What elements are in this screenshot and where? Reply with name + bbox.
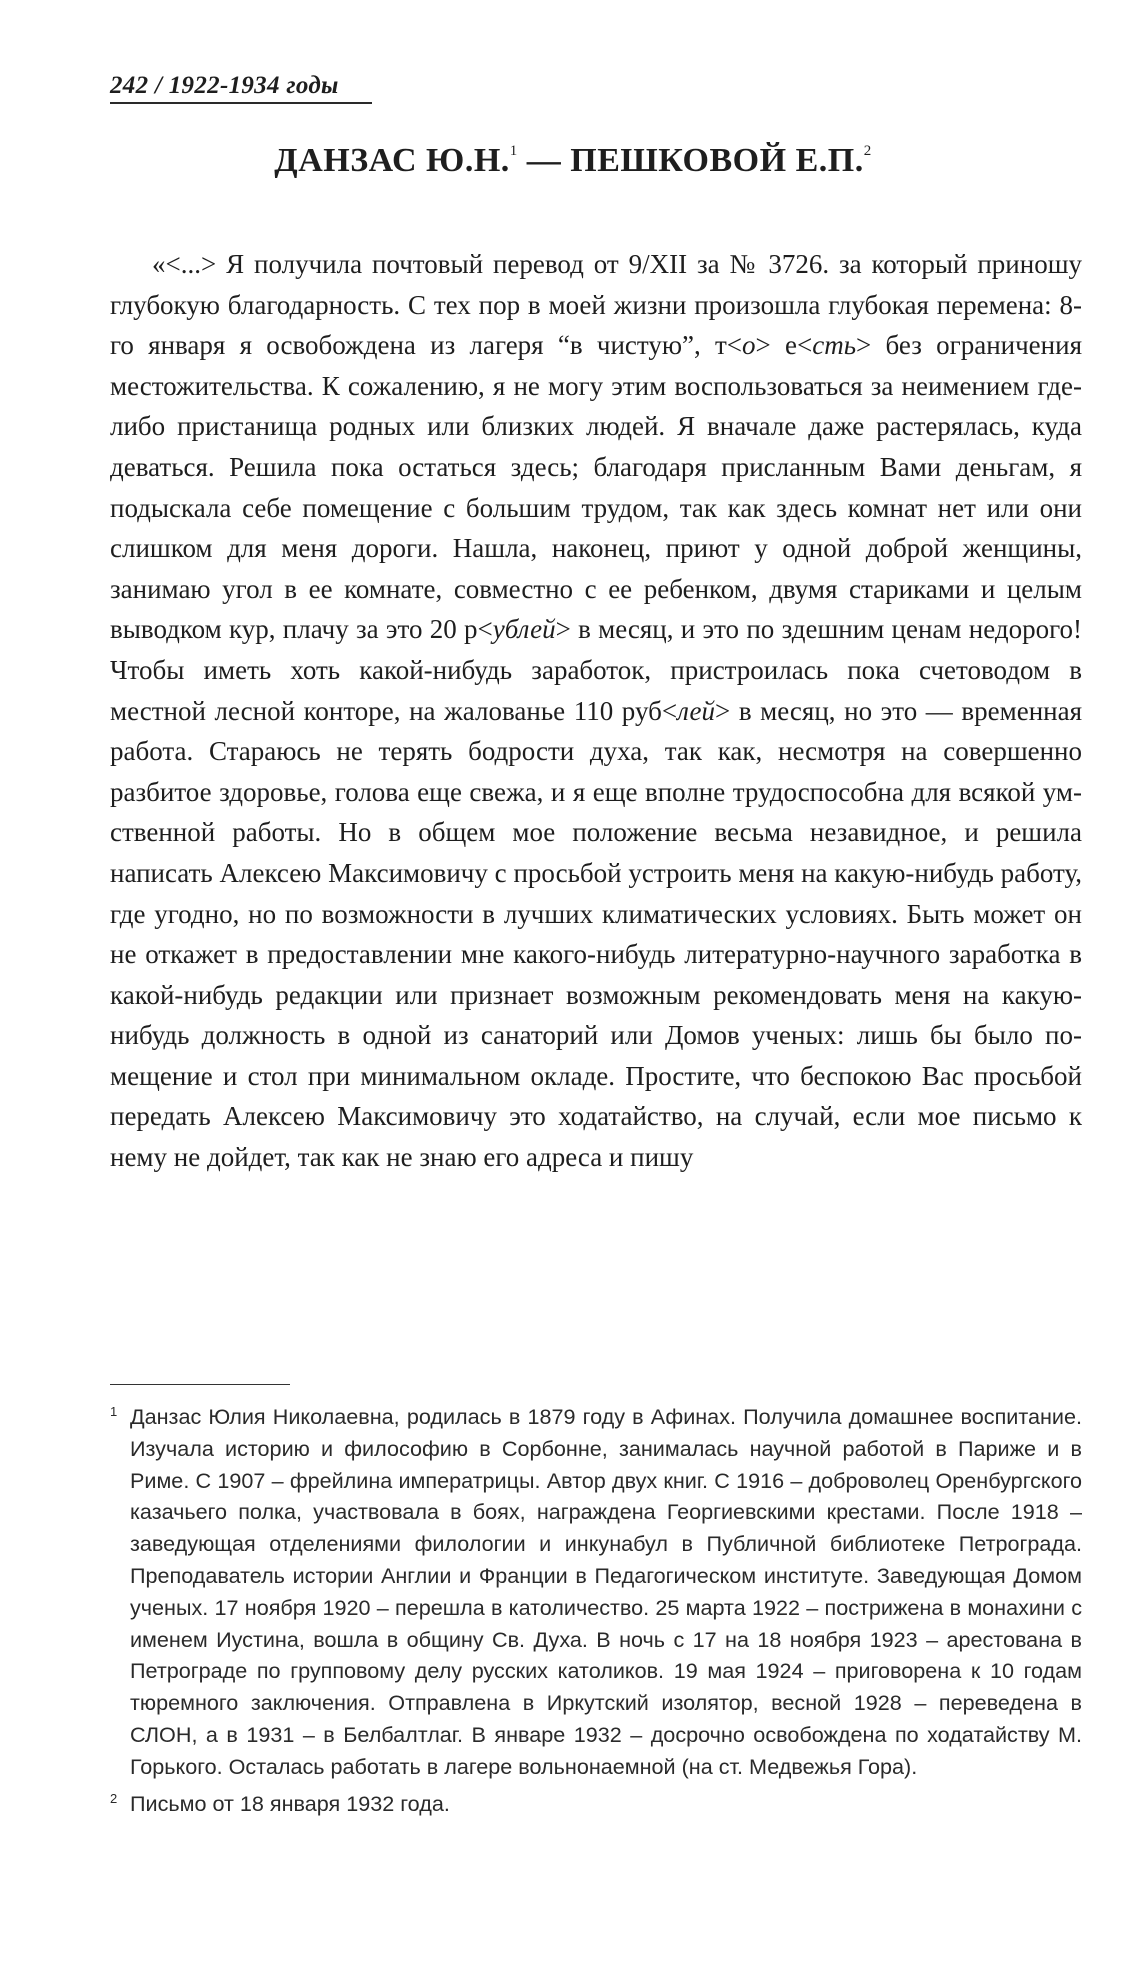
title-dash: — xyxy=(517,142,571,179)
body-segment: > в месяц, и это по здешним ценам недорого! Чтобы иметь хоть какой-нибудь заработок, пристроилась пока счетоводом в местной лесной конторе, на жалованье 110 руб< xyxy=(110,614,1082,726)
footnote-mark: 1 xyxy=(110,1404,118,1419)
footnotes xyxy=(110,1396,1082,1819)
body-editorial-insert: ублей xyxy=(492,614,556,645)
running-head: 242 / 1922-1934 годы xyxy=(110,72,372,104)
body-editorial-insert: сть xyxy=(812,330,857,361)
body-segment: > без ограничения местожительства. К сожалению, я не могу этим воспользоваться за неимением где-либо пристанища родных или близких людей. Я вначале даже растерялась, куда деваться. Решила пока остаться здесь; благодаря присланным Вами деньгам, я подыскала себе помещение с большим трудом, так как здесь комнат нет или они слишком для меня дороги. Нашла, наконец, приют у одной доброй женщины, занимаю угол в ее комнате, совместно с ее ребенком, двумя стариками и целым выводком кур, плачу за это 20 р< xyxy=(110,330,1082,645)
footnote-ref-1[interactable]: 1 xyxy=(509,143,518,159)
title-sender: ДАНЗАС Ю.Н. xyxy=(274,142,510,179)
title-recipient: ПЕШКОВОЙ Е.П. xyxy=(570,142,864,179)
footnote-1 xyxy=(110,1396,1082,1783)
body-segment: > в месяц, но это — временная работа. Стараюсь не терять бодрости духа, так как, несмотря на совершенно разбитое здоровье, голова еще свежа, и я еще вполне трудоспособна для всякой умственной работы. Но в общем мое положение весьма незавидное, и решила написать Алексею Максимовичу с просьбой устроить меня на какую-нибудь работу, где угодно, но по возможности в лучших климатических условиях. Быть может он не откажет в предоставлении мне какого-нибудь литературно-научного заработка в какой-нибудь редакции или признает возможным рекомендовать меня на какую-нибудь должность в одной из санаторий или Домов ученых: лишь бы было помещение и стол при минимальном окладе. Простите, что беспокою Вас просьбой передать Алексею Максимовичу это ходатайство, на случай, если мое письмо к нему не дойдет, так как не знаю его адреса и пишу xyxy=(110,695,1082,1173)
footnote-2 xyxy=(110,1783,1082,1820)
letter-title xyxy=(0,142,1146,180)
footnote-divider xyxy=(110,1384,290,1385)
footnote-text: Письмо от 18 января 1932 года. xyxy=(130,1790,450,1816)
body-editorial-insert: лей xyxy=(677,695,715,726)
letter-body xyxy=(110,244,1082,1178)
body-editorial-insert: о xyxy=(742,330,756,361)
body-segment: «<...> Я получила почтовый перевод от 9/XII за № 3726. за который приношу глубокую благодарность. С тех пор в моей жизни произошла глубокая перемена: 8-го января я освобождена из лагеря “в чистую”, т< xyxy=(110,249,1082,361)
body-segment: > е< xyxy=(755,330,813,361)
footnote-ref-2[interactable]: 2 xyxy=(863,143,872,159)
footnote-text: Данзас Юлия Николаевна, родилась в 1879 году в Афинах. Получила домашнее воспитание. Изучала историю и философию в Сорбонне, занималась научной работой в Париже и в Риме. С 1907 – фрейлина императрицы. Автор двух книг. С 1916 – доброволец Оренбургского казачьего полка, участвовала в боях, награждена Георгиевскими крестами. После 1918 – заведующая отделениями филологии и инкунабул в Публичной библиотеке Петрограда. Преподаватель истории Англии и Франции в Педагогическом институте. Заведующая Домом ученых. 17 ноября 1920 – перешла в католичество. 25 марта 1922 – пострижена в монахини с именем Иустина, вошла в общину Св. Духа. В ночь с 17 на 18 ноября 1923 – арестована в Петрограде по групповому делу русских католиков. 19 мая 1924 – приговорена к 10 годам тюремного заключения. Отправлена в Иркутский изолятор, весной 1928 – переведена в СЛОН, а в 1931 – в Белбалтлаг. В январе 1932 – досрочно освобождена по ходатайству М. Горького. Осталась работать в лагере вольнонаемной (на ст. Медвежья Гора). xyxy=(130,1404,1082,1779)
footnote-mark: 2 xyxy=(110,1790,118,1806)
